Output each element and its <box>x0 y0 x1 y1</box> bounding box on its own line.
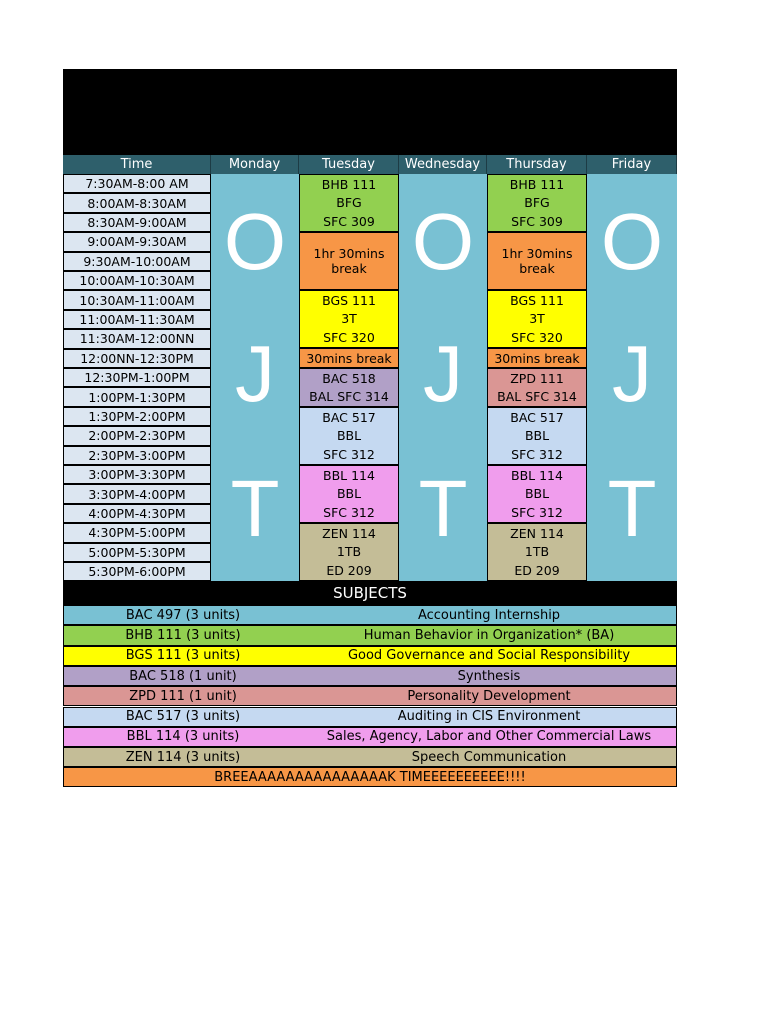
class-section: BFG <box>336 195 362 211</box>
time-slot: 12:00NN-12:30PM <box>63 349 211 368</box>
subject-row <box>63 605 677 625</box>
class-room: SFC 309 <box>511 214 563 230</box>
ojt-letter-o: O <box>223 197 287 286</box>
time-slot: 11:00AM-11:30AM <box>63 310 211 329</box>
class-room: ED 209 <box>326 563 372 579</box>
header-time: Time <box>63 155 211 174</box>
class-section: BBL <box>336 428 362 444</box>
tuesday-bhb-block <box>299 174 399 232</box>
class-section: BBL <box>336 486 362 502</box>
time-slot: 4:30PM-5:00PM <box>63 523 211 542</box>
break-line2: break <box>331 261 367 276</box>
time-slot: 2:30PM-3:00PM <box>63 446 211 465</box>
class-section: 1TB <box>524 544 550 560</box>
time-slot: 8:30AM-9:00AM <box>63 213 211 232</box>
thursday-bbl-block <box>487 465 587 523</box>
subject-row <box>63 727 677 747</box>
break-line1: 1hr 30mins <box>501 246 573 261</box>
tuesday-bgs-block <box>299 290 399 348</box>
class-room: SFC 312 <box>511 505 563 521</box>
time-slot: 3:00PM-3:30PM <box>63 465 211 484</box>
ojt-letter-j: J <box>612 329 652 418</box>
subject-code: BBL 114 (3 units) <box>126 729 240 745</box>
class-code: BAC 518 <box>322 370 376 386</box>
time-slot: 1:00PM-1:30PM <box>63 387 211 406</box>
class-room: BAL SFC 314 <box>309 389 389 405</box>
time-slot: 9:30AM-10:00AM <box>63 252 211 271</box>
time-slot: 3:30PM-4:00PM <box>63 484 211 503</box>
thursday-zpd-block <box>487 368 587 407</box>
subject-code: BAC 497 (3 units) <box>125 607 241 623</box>
class-code: BGS 111 <box>322 292 376 308</box>
class-code: BBL 114 <box>323 467 375 483</box>
thursday-short-break <box>487 348 587 368</box>
class-room: SFC 312 <box>511 447 563 463</box>
subject-code: ZEN 114 (3 units) <box>125 749 241 765</box>
class-code: BHB 111 <box>321 176 377 192</box>
time-slot: 8:00AM-8:30AM <box>63 193 211 212</box>
class-room: ED 209 <box>514 563 560 579</box>
time-slot: 4:00PM-4:30PM <box>63 504 211 523</box>
tuesday-break-block <box>299 232 399 290</box>
class-room: SFC 312 <box>323 447 375 463</box>
thursday-bhb-block <box>487 174 587 232</box>
class-code: ZPD 111 <box>510 370 564 386</box>
tuesday-bbl-block <box>299 465 399 523</box>
class-section: 3T <box>341 311 357 327</box>
ojt-letter-o: O <box>411 197 475 286</box>
schedule-sheet <box>63 69 677 789</box>
thursday-bgs-block <box>487 290 587 348</box>
class-code: ZEN 114 <box>322 525 376 541</box>
class-section: BBL <box>524 428 550 444</box>
thursday-bac517-block <box>487 407 587 465</box>
time-slot: 2:00PM-2:30PM <box>63 426 211 445</box>
ojt-letter-j: J <box>423 329 463 418</box>
title-bar <box>63 69 677 155</box>
class-code: BGS 111 <box>510 292 564 308</box>
subject-name: Speech Communication <box>411 749 567 765</box>
subject-name: Sales, Agency, Labor and Other Commercial Laws <box>326 729 652 745</box>
time-slot: 12:30PM-1:00PM <box>63 368 211 387</box>
time-slot: 11:30AM-12:00NN <box>63 329 211 348</box>
subject-row <box>63 666 677 686</box>
subjects-header: SUBJECTS <box>63 581 677 605</box>
ojt-letter-o: O <box>600 197 664 286</box>
time-slot: 1:30PM-2:00PM <box>63 407 211 426</box>
class-room: SFC 309 <box>323 214 375 230</box>
break-label: 30mins break <box>306 350 392 366</box>
header-friday: Friday <box>587 155 677 174</box>
class-room: SFC 312 <box>323 505 375 521</box>
thursday-zen-block <box>487 523 587 581</box>
class-code: BAC 517 <box>510 409 564 425</box>
subject-name: Auditing in CIS Environment <box>397 709 581 725</box>
ojt-letter-t: T <box>607 464 657 553</box>
time-slot: 10:00AM-10:30AM <box>63 271 211 290</box>
subject-code: BAC 517 (3 units) <box>125 709 241 725</box>
subject-row <box>63 747 677 767</box>
subject-name: Personality Development <box>407 688 571 704</box>
class-section: BBL <box>524 486 550 502</box>
ojt-letter-t: T <box>418 464 468 553</box>
class-room: BAL SFC 314 <box>497 389 577 405</box>
tuesday-zen-block <box>299 523 399 581</box>
subject-name: Good Governance and Social Responsibility <box>347 648 631 664</box>
class-code: BBL 114 <box>511 467 563 483</box>
subject-name: Human Behavior in Organization* (BA) <box>363 627 615 643</box>
time-slot: 10:30AM-11:00AM <box>63 290 211 309</box>
subject-code: BGS 111 (3 units) <box>125 648 241 664</box>
header-thursday: Thursday <box>487 155 587 174</box>
class-code: BAC 517 <box>322 409 376 425</box>
friday-ojt-column <box>587 174 677 581</box>
header-tuesday: Tuesday <box>299 155 399 174</box>
subject-row <box>63 625 677 645</box>
subject-row <box>63 707 677 727</box>
subject-name: Synthesis <box>457 668 521 684</box>
subject-code: BAC 518 (1 unit) <box>129 668 237 684</box>
time-slot: 9:00AM-9:30AM <box>63 232 211 251</box>
tuesday-bac517-block <box>299 407 399 465</box>
class-section: BFG <box>524 195 550 211</box>
time-slot: 5:30PM-6:00PM <box>63 562 211 581</box>
subject-code: BHB 111 (3 units) <box>125 627 241 643</box>
break-banner: BREEAAAAAAAAAAAAAAAK TIMEEEEEEEEEE!!!! <box>63 767 677 787</box>
subject-name: Accounting Internship <box>417 607 561 623</box>
ojt-letter-t: T <box>230 464 280 553</box>
class-section: 3T <box>529 311 545 327</box>
header-monday: Monday <box>211 155 299 174</box>
break-line2: break <box>519 261 555 276</box>
subject-code: ZPD 111 (1 unit) <box>129 688 237 704</box>
time-slot: 5:00PM-5:30PM <box>63 543 211 562</box>
class-room: SFC 320 <box>323 330 375 346</box>
break-line1: 1hr 30mins <box>313 246 385 261</box>
tuesday-bac518-block <box>299 368 399 407</box>
subject-row <box>63 646 677 666</box>
wednesday-ojt-column <box>399 174 487 581</box>
ojt-letter-j: J <box>235 329 275 418</box>
header-wednesday: Wednesday <box>399 155 487 174</box>
tuesday-short-break <box>299 348 399 368</box>
thursday-break-block <box>487 232 587 290</box>
class-room: SFC 320 <box>511 330 563 346</box>
time-slot: 7:30AM-8:00 AM <box>63 174 211 193</box>
class-code: ZEN 114 <box>510 525 564 541</box>
subject-row <box>63 686 677 706</box>
monday-ojt-column <box>211 174 299 581</box>
class-code: BHB 111 <box>509 176 565 192</box>
class-section: 1TB <box>336 544 362 560</box>
break-label: 30mins break <box>494 350 580 366</box>
